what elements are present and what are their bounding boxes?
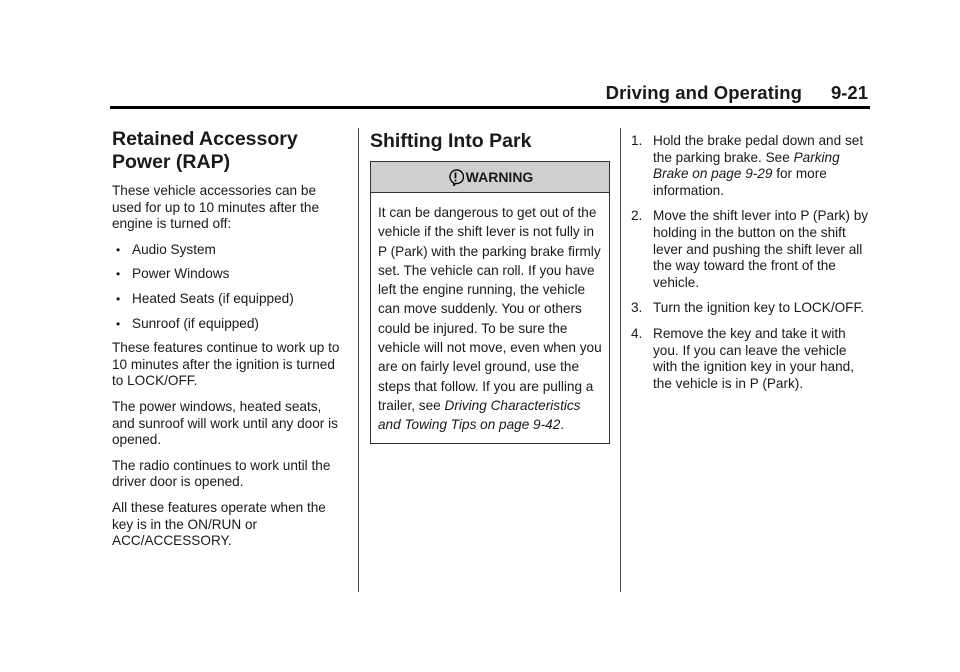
bullet-icon: • — [116, 267, 121, 282]
bullet-icon: • — [116, 291, 121, 306]
step-text: Move the shift lever into P (Park) by holding in the button on the shift lever and pushing the shift lever all the way toward the front of the vehicle. — [653, 208, 869, 290]
step-item — [631, 208, 871, 291]
step-item — [631, 326, 871, 392]
rap-paragraph: These features continue to work up to 10 minutes after the ignition is turned to LOCK/OFF. — [112, 340, 340, 389]
step-number: 3. — [631, 300, 643, 316]
list-item — [112, 242, 347, 259]
step-number: 2. — [631, 208, 643, 224]
park-steps-column — [631, 133, 871, 401]
list-item — [112, 291, 347, 308]
step-text: Hold the brake pedal down and set the parking brake. See — [653, 133, 864, 165]
warning-cross-reference: Driving Characteristics and Towing Tips on page 9-42 — [378, 397, 581, 433]
step-text: Remove the key and take it with you. If you can leave the vehicle with the ignition key in your hand, the vehicle is in P (Park). — [653, 325, 855, 391]
rap-paragraph: All these features operate when the key is in the ON/RUN or ACC/ACCESSORY. — [112, 499, 326, 549]
warning-box — [370, 161, 610, 444]
step-item — [631, 300, 871, 317]
list-item-text: Heated Seats (if equipped) — [132, 290, 294, 306]
list-item — [112, 316, 347, 333]
step-cross-reference: Parking Brake on page 9-29 — [653, 149, 840, 182]
rap-paragraph: The power windows, heated seats, and sunroof will work until any door is opened. — [112, 398, 338, 448]
list-item — [112, 266, 347, 283]
rap-column — [112, 128, 347, 559]
list-item-text: Sunroof (if equipped) — [132, 315, 259, 331]
step-number: 4. — [631, 325, 643, 341]
bullet-icon: • — [116, 316, 121, 331]
warning-label: WARNING — [465, 168, 534, 185]
page-header — [110, 80, 870, 109]
park-heading: Shifting Into Park — [370, 130, 532, 152]
rap-accessory-list — [112, 242, 347, 332]
header-page-number: 9-21 — [830, 82, 868, 103]
warning-text — [371, 193, 609, 443]
step-text-end: for more information. — [653, 166, 827, 198]
warning-body-text: It can be dangerous to get out of the vehicle if the shift lever is not fully in P (Park) with the parking brake firmly set. The vehicle can roll. If you have left the engine running, the vehicle can move suddenly. You or others could be injured. To be sure the vehicle will not move, even when you are on fairly level ground, use the steps that follow. If you are pulling a trailer, see — [378, 205, 602, 413]
rap-paragraph: The radio continues to work until the driver door is opened. — [112, 457, 331, 490]
warning-header — [371, 162, 609, 193]
header-section-title: Driving and Operating — [605, 82, 802, 103]
step-item — [631, 133, 871, 199]
bullet-icon: • — [116, 242, 121, 257]
step-text: Turn the ignition key to LOCK/OFF. — [653, 300, 865, 316]
warning-end: . — [560, 417, 565, 433]
list-item-text: Audio System — [132, 241, 216, 257]
rap-heading: Retained Accessory Power (RAP) — [112, 128, 298, 173]
step-number: 1. — [631, 133, 643, 148]
park-steps-list — [631, 133, 871, 392]
column-divider — [358, 128, 359, 592]
warning-icon — [447, 169, 464, 186]
rap-intro: These vehicle accessories can be used for up to 10 minutes after the engine is turned off: — [112, 183, 320, 232]
park-column — [370, 128, 610, 444]
column-divider — [620, 128, 621, 592]
list-item-text: Power Windows — [132, 266, 230, 282]
